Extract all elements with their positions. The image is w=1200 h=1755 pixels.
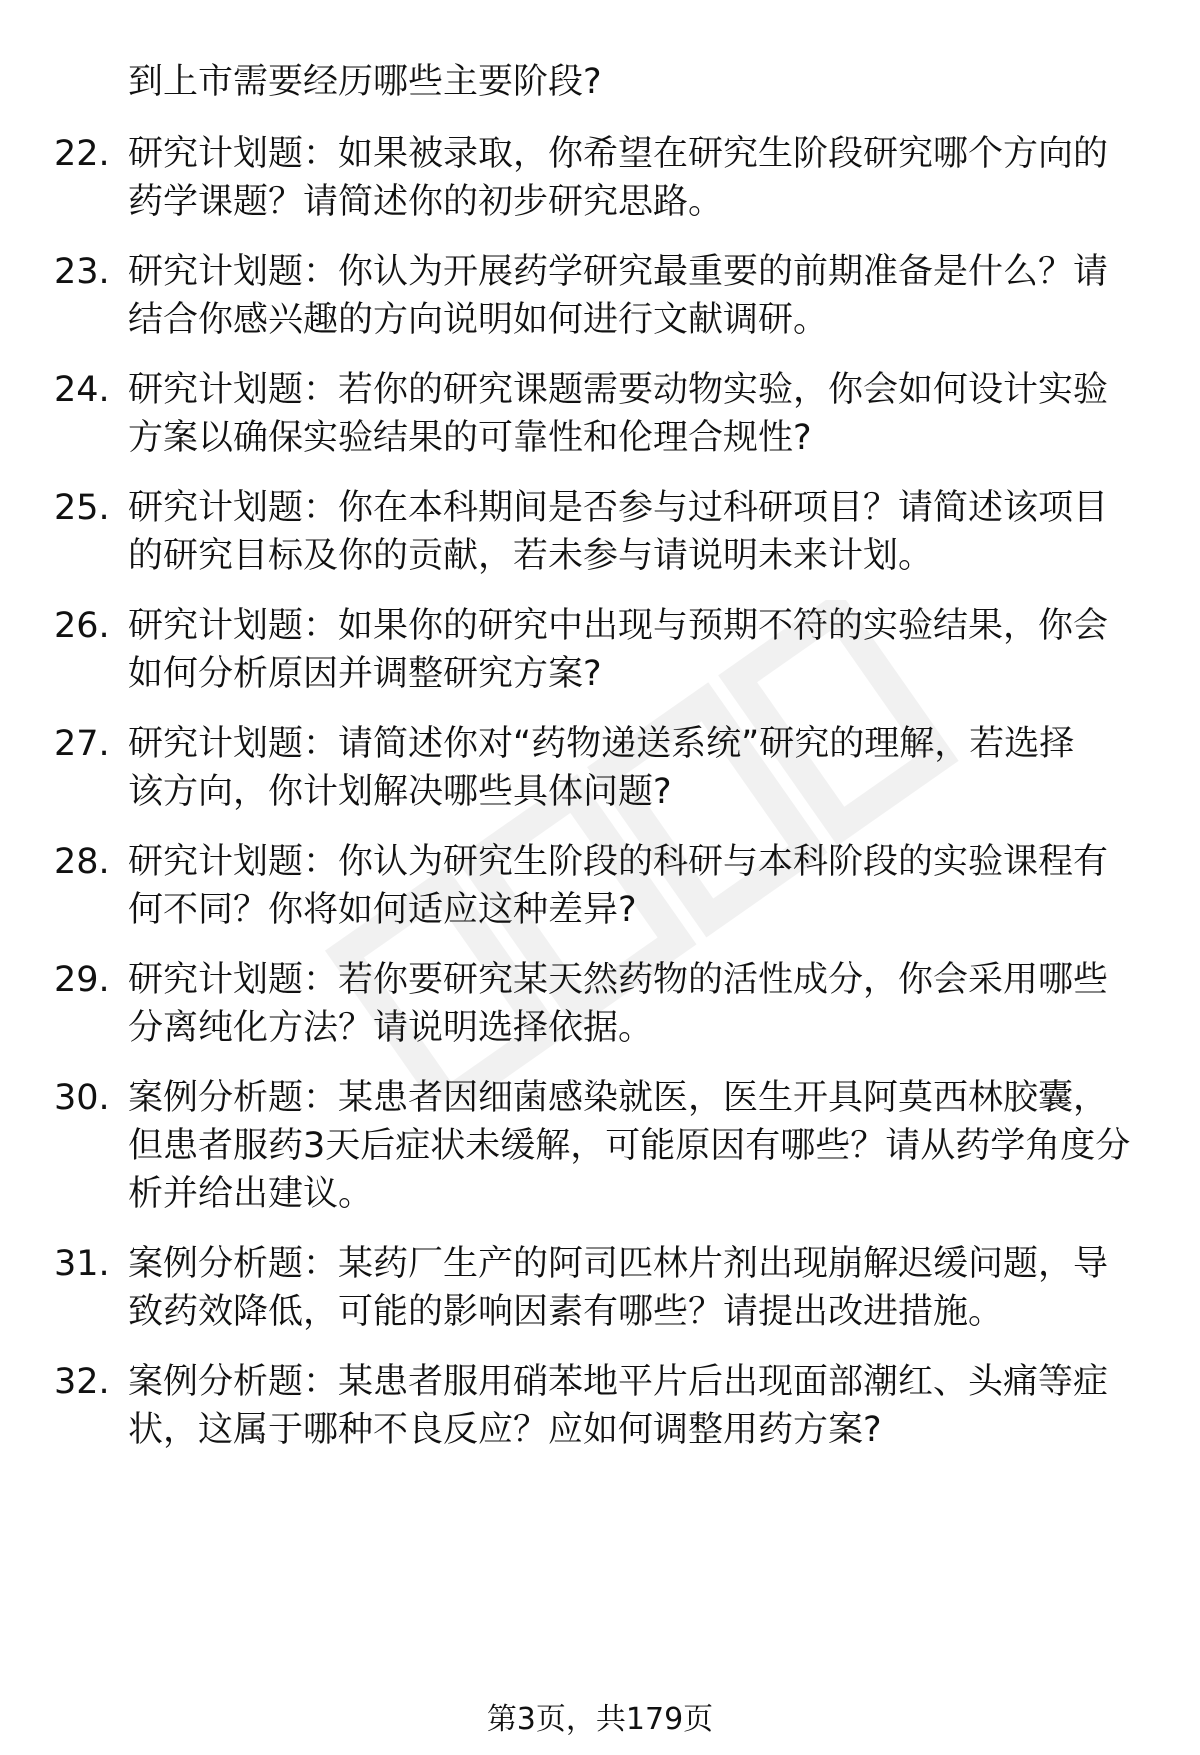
- question-line: 该方向，你计划解决哪些具体问题?: [128, 772, 672, 812]
- question-line: 研究计划题：如果你的研究中出现与预期不符的实验结果，你会: [128, 606, 1109, 646]
- question-text: [128, 130, 1168, 226]
- question-text: [128, 956, 1168, 1052]
- question-line: 研究计划题：请简述你对“药物递送系统”研究的理解，若选择: [128, 724, 1075, 764]
- question-line: 研究计划题：若你的研究课题需要动物实验，你会如何设计实验: [128, 370, 1109, 410]
- question-line: 研究计划题：你认为开展药学研究最重要的前期准备是什么？请: [128, 252, 1109, 292]
- question-line: 但患者服药3天后症状未缓解，可能原因有哪些？请从药学角度分: [128, 1126, 1131, 1166]
- question-number: 27.: [54, 724, 110, 764]
- page-footer: 第3页，共179页: [486, 1702, 714, 1737]
- question-line: 何不同？你将如何适应这种差异?: [128, 890, 637, 930]
- question-number: 25.: [54, 488, 110, 528]
- question-line: 案例分析题：某药厂生产的阿司匹林片剂出现崩解迟缓问题，导: [128, 1244, 1109, 1284]
- question-number: 32.: [54, 1362, 110, 1402]
- question-number: 28.: [54, 842, 110, 882]
- question-line: 状，这属于哪种不良反应？应如何调整用药方案?: [128, 1410, 882, 1450]
- question-line: 研究计划题：你在本科期间是否参与过科研项目？请简述该项目: [128, 488, 1109, 528]
- question-line: 案例分析题：某患者服用硝苯地平片后出现面部潮红、头痛等症: [128, 1362, 1109, 1402]
- question-text: [128, 366, 1168, 462]
- question-line: 分离纯化方法？请说明选择依据。: [128, 1008, 654, 1048]
- question-line: 的研究目标及你的贡献，若未参与请说明未来计划。: [128, 536, 934, 576]
- question-line: 研究计划题：如果被录取，你希望在研究生阶段研究哪个方向的: [128, 134, 1109, 174]
- question-text: [128, 1358, 1168, 1454]
- question-line: 致药效降低，可能的影响因素有哪些？请提出改进措施。: [128, 1292, 1004, 1332]
- question-text: [128, 838, 1168, 934]
- question-line: 如何分析原因并调整研究方案?: [128, 654, 602, 694]
- question-line: 研究计划题：若你要研究某天然药物的活性成分，你会采用哪些: [128, 960, 1109, 1000]
- question-text: [128, 484, 1168, 580]
- question-line: 结合你感兴趣的方向说明如何进行文献调研。: [128, 300, 829, 340]
- question-line: 析并给出建议。: [128, 1174, 374, 1214]
- continuation-text: 到上市需要经历哪些主要阶段?: [128, 62, 602, 102]
- question-text: [128, 248, 1168, 344]
- question-line: 药学课题？请简述你的初步研究思路。: [128, 182, 724, 222]
- question-number: 30.: [54, 1078, 110, 1118]
- question-text: [128, 720, 1168, 816]
- question-number: 22.: [54, 134, 110, 174]
- question-line: 案例分析题：某患者因细菌感染就医，医生开具阿莫西林胶囊，: [128, 1078, 1109, 1118]
- question-text: [128, 1074, 1168, 1218]
- question-number: 23.: [54, 252, 110, 292]
- question-number: 24.: [54, 370, 110, 410]
- question-line: 研究计划题：你认为研究生阶段的科研与本科阶段的实验课程有: [128, 842, 1109, 882]
- question-text: [128, 1240, 1168, 1336]
- question-number: 26.: [54, 606, 110, 646]
- question-text: [128, 602, 1168, 698]
- question-number: 31.: [54, 1244, 110, 1284]
- question-number: 29.: [54, 960, 110, 1000]
- question-line: 方案以确保实验结果的可靠性和伦理合规性?: [128, 418, 812, 458]
